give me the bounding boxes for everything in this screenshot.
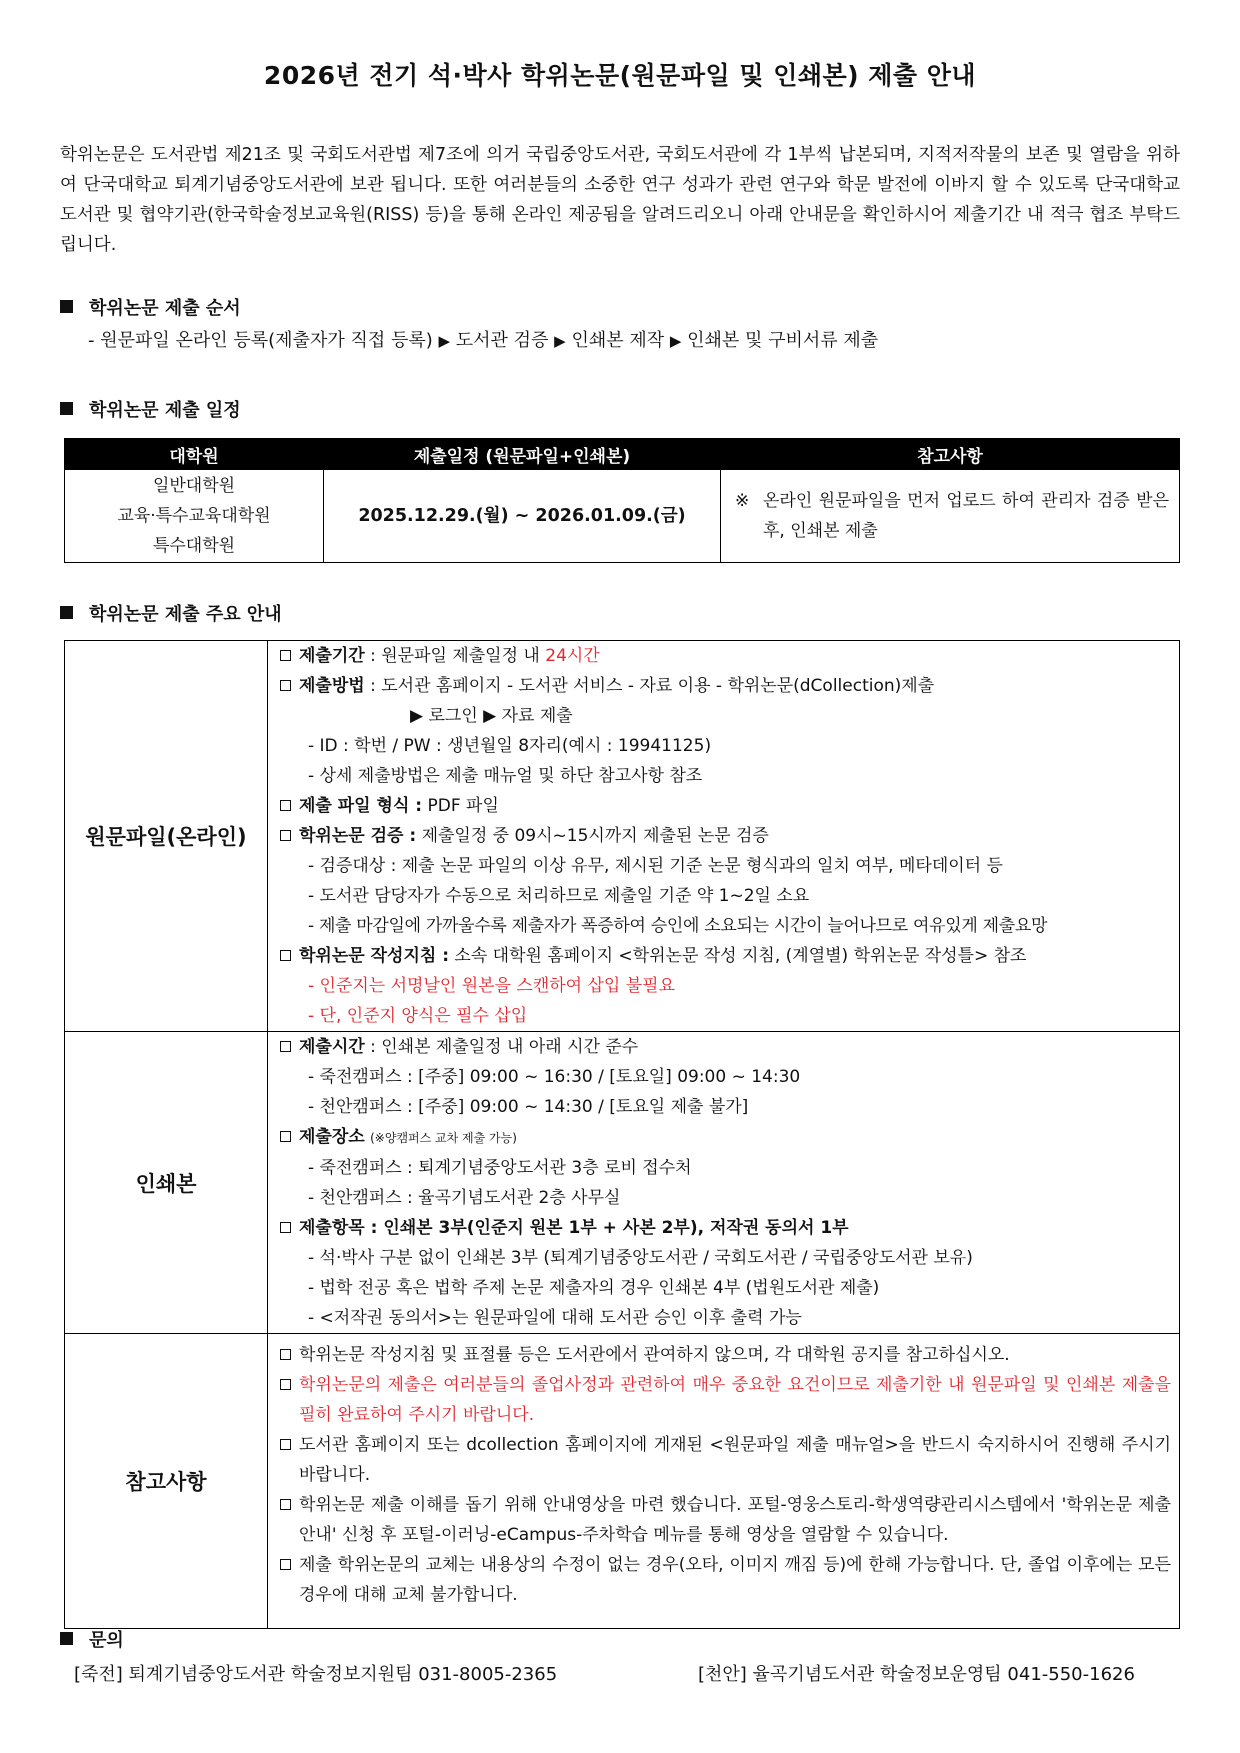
- arrow-icon: ▶: [669, 332, 682, 350]
- table-header-row: [65, 439, 1180, 470]
- checkbox-icon: [280, 1499, 291, 1510]
- checkbox-icon: [280, 1439, 291, 1450]
- schedule-table: [64, 438, 1180, 563]
- section-heading-order: 학위논문 제출 순서: [60, 294, 241, 320]
- column-header: 제출일정 (원문파일+인쇄본): [324, 439, 721, 470]
- checkbox-icon: [280, 1041, 291, 1052]
- online-details: 제출기간 : 원문파일 제출일정 내 24시간 제출방법 : 도서관 홈페이지 - 도서관 서비스 - 자료 이용 - 학위논문(dCollection)제출 ▶ 로그인 ▶ 자료 제출 - ID : 학번 / PW : 생년월일 8자리(예시 : 19941125) - 상세 제출방법은 제출 매뉴얼 및 하단 참고사항 참조 제출 파일 형식 : PDF 파일 학위논문 검증 : 제출일정 중 09시~15시까지 제출된 논문 검증 - 검증대상 : 제출 논문 파일의 이상 유무, 제시된 기준 논문 형식과의 일치 여부, 메타데이터 등 - 도서관 담당자가 수동으로 처리하므로 제출일 기준 약 1~2일 소요 - 제출 마감일에 가까울수록 제출자가 폭증하여 승인에 소요되는 시간이 늘어나므로 여유있게 제출요망 학위논문 작성지침 : 소속 대학원 홈페이지 <학위논문 작성 지침, (계열별) 학위논문 작성틀> 참조 - 인준지는 서명날인 원본을 스캔하여 삽입 불필요 - 단, 인준지 양식은 필수 삽입: [268, 641, 1180, 1032]
- schedule-note: ※ 온라인 원문파일을 먼저 업로드 하여 관리자 검증 받은 후, 인쇄본 제출: [721, 470, 1180, 563]
- square-bullet-icon: [60, 402, 73, 415]
- checkbox-icon: [280, 1222, 291, 1233]
- square-bullet-icon: [60, 606, 73, 619]
- row-label: 인쇄본: [65, 1032, 268, 1334]
- row-label: 원문파일(온라인): [65, 641, 268, 1032]
- checkbox-icon: [280, 680, 291, 691]
- submission-period: 2025.12.29.(월) ~ 2026.01.09.(금): [324, 470, 721, 563]
- contact-cheonan: [천안] 율곡기념도서관 학술정보운영팀 041-550-1626: [698, 1664, 1135, 1685]
- square-bullet-icon: [60, 1632, 73, 1645]
- print-details: 제출시간 : 인쇄본 제출일정 내 아래 시간 준수 - 죽전캠퍼스 : [주중] 09:00 ~ 16:30 / [토요일] 09:00 ~ 14:30 - 천안캠퍼스 : [주중] 09:00 ~ 14:30 / [토요일 제출 불가] 제출장소 (※양캠퍼스 교차 제출 가능) - 죽전캠퍼스 : 퇴계기념중앙도서관 3층 로비 접수처 - 천안캠퍼스 : 율곡기념도서관 2층 사무실 제출항목 : 인쇄본 3부(인준지 원본 1부 + 사본 2부), 저작권 동의서 1부 - 석·박사 구분 없이 인쇄본 3부 (퇴계기념중앙도서관 / 국회도서관 / 국립중앙도서관 보유) - 법학 전공 혹은 법학 주제 논문 제출자의 경우 인쇄본 4부 (법원도서관 제출) - <저작권 동의서>는 원문파일에 대해 도서관 승인 이후 출력 가능: [268, 1032, 1180, 1334]
- section-heading-guide: 학위논문 제출 주요 안내: [60, 600, 282, 626]
- row-label: 참고사항: [65, 1334, 268, 1629]
- section-heading-schedule: 학위논문 제출 일정: [60, 396, 241, 422]
- checkbox-icon: [280, 950, 291, 961]
- order-step: 인쇄본 제작: [571, 330, 665, 351]
- checkbox-icon: [280, 830, 291, 841]
- school-list: 일반대학원 교육·특수교육대학원 특수대학원: [65, 470, 324, 563]
- checkbox-icon: [280, 1131, 291, 1142]
- arrow-icon: ▶: [438, 332, 451, 350]
- column-header: 참고사항: [721, 439, 1180, 470]
- checkbox-icon: [280, 1379, 291, 1390]
- period-highlight: 24시간: [545, 646, 600, 666]
- intro-paragraph: 학위논문은 도서관법 제21조 및 국회도서관법 제7조에 의거 국립중앙도서관, 국회도서관에 각 1부씩 납본되며, 지적저작물의 보존 및 열람을 위하여 단국대학교 퇴계기념중앙도서관에 보관 됩니다. 또한 여러분들의 소중한 연구 성과가 관련 연구와 학문 발전에 이바지 할 수 있도록 단국대학교 도서관 및 협약기관(한국학술정보교육원(RISS) 등)을 통해 온라인 제공됨을 알려드리오니 아래 안내문을 확인하시어 제출기간 내 적극 협조 부탁드립니다.: [60, 145, 1180, 255]
- column-header: 대학원: [65, 439, 324, 470]
- submission-order-line: - 원문파일 온라인 등록(제출자가 직접 등록) ▶ 도서관 검증 ▶ 인쇄본 제작 ▶ 인쇄본 및 구비서류 제출: [88, 330, 879, 351]
- order-step: 도서관 검증: [455, 330, 549, 351]
- notes-details: 학위논문 작성지침 및 표절률 등은 도서관에서 관여하지 않으며, 각 대학원 공지를 참고하십시오. 학위논문의 제출은 여러분들의 졸업사정과 관련하여 매우 중요한 요건이므로 제출기한 내 원문파일 및 인쇄본 제출을 필히 완료하여 주시기 바랍니다. 도서관 홈페이지 또는 dcollection 홈페이지에 게재된 <원문파일 제출 매뉴얼>을 반드시 숙지하시어 진행해 주시기 바랍니다. 학위논문 제출 이해를 돕기 위해 안내영상을 마련 했습니다. 포털-영웅스토리-학생역량관리시스템에서 '학위논문 제출 안내' 신청 후 포털-이러닝-eCampus-주차학습 메뉴를 통해 영상을 열람할 수 있습니다. 제출 학위논문의 교체는 내용상의 수정이 없는 경우(오타, 이미지 깨짐 등)에 한해 가능합니다. 단, 졸업 이후에는 모든 경우에 대해 교체 불가합니다.: [268, 1334, 1180, 1629]
- checkbox-icon: [280, 650, 291, 661]
- checkbox-icon: [280, 1559, 291, 1570]
- guide-row-online: [65, 641, 1180, 1032]
- guide-table: [64, 640, 1180, 1629]
- order-step: 원문파일 온라인 등록(제출자가 직접 등록): [100, 330, 433, 351]
- page-title: 2026년 전기 석·박사 학위논문(원문파일 및 인쇄본) 제출 안내: [263, 61, 977, 90]
- checkbox-icon: [280, 1349, 291, 1360]
- order-step: 인쇄본 및 구비서류 제출: [687, 330, 879, 351]
- arrow-icon: ▶: [554, 332, 566, 350]
- guide-row-notes: [65, 1334, 1180, 1629]
- contact-jukjeon: [죽전] 퇴계기념중앙도서관 학술정보지원팀 031-8005-2365: [74, 1664, 558, 1685]
- section-heading-contact: 문의: [60, 1626, 124, 1652]
- checkbox-icon: [280, 800, 291, 811]
- guide-row-print: [65, 1032, 1180, 1334]
- table-row: [65, 470, 1180, 563]
- note-mark: ※: [735, 491, 750, 511]
- square-bullet-icon: [60, 300, 73, 313]
